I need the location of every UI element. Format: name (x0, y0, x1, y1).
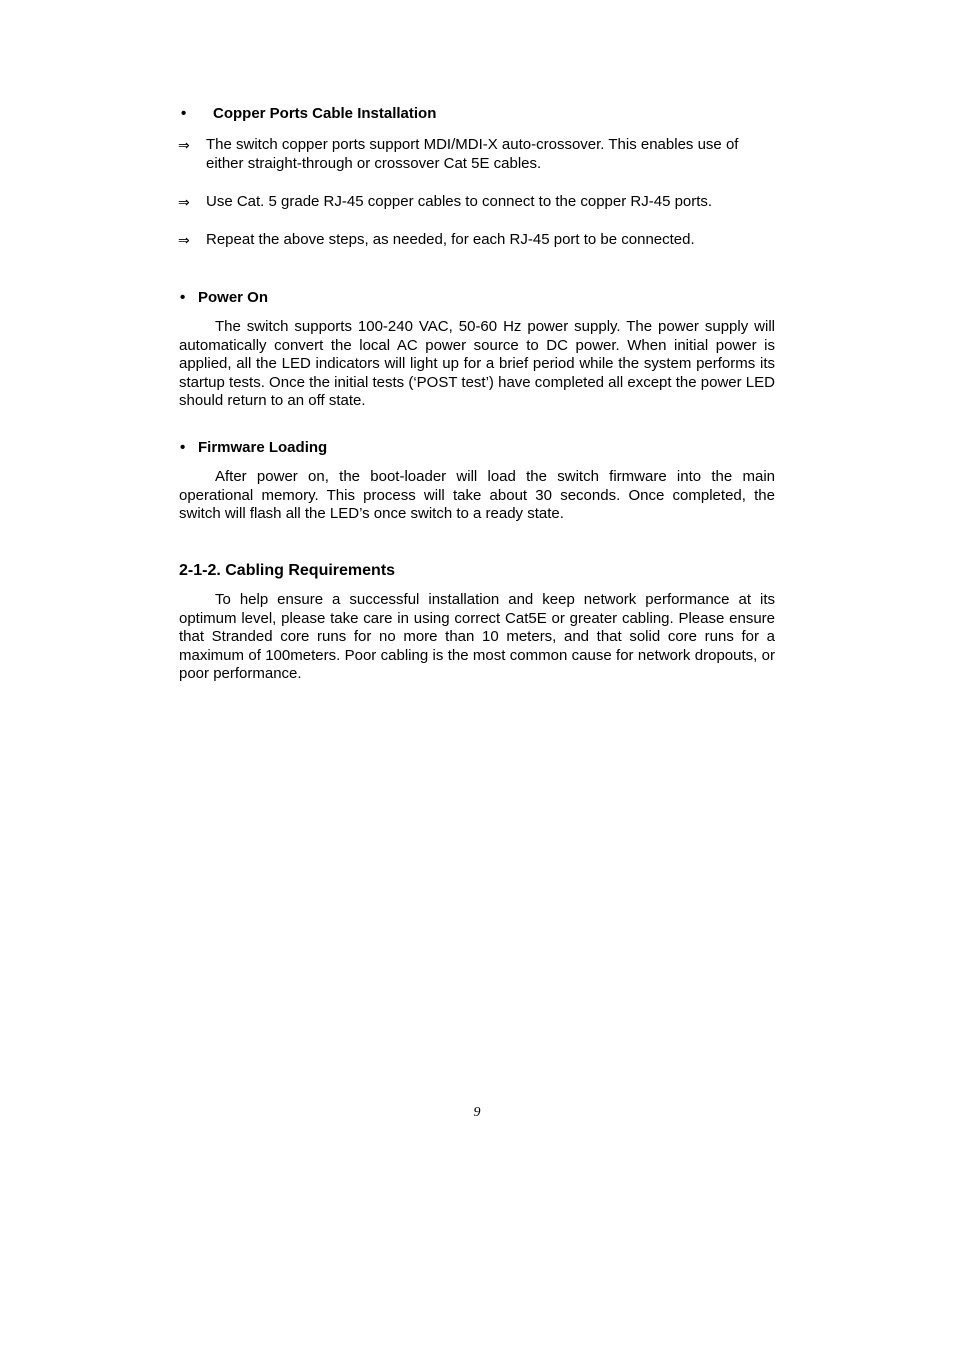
bullet-dot: • (180, 439, 186, 456)
power-on-paragraph: The switch supports 100-240 VAC, 50-60 Hz power supply. The power supply will automatically convert the local AC power source to DC power. When initial power is applied, all the LED indicators will light up for a brief period while the system performs its startup tests. Once the initial tests (‘POST test’) have completed all except the power LED should return to an off state. (179, 318, 775, 409)
arrow-icon: ⇒ (178, 195, 190, 211)
cabling-requirements-paragraph: To help ensure a successful installation and keep network performance at its optimum level, please take care in using correct Cat5E or greater cabling. Please ensure that Stranded core runs for no more than 10 meters, and that solid core runs for a maximum of 100meters. Poor cabling is the most common cause for network dropouts, or poor performance. (179, 591, 775, 682)
copper-item-2: Use Cat. 5 grade RJ-45 copper cables to connect to the copper RJ-45 ports. (206, 193, 713, 210)
cabling-requirements-title: 2-1-2. Cabling Requirements (179, 562, 396, 579)
copper-item-3: Repeat the above steps, as needed, for each RJ-45 port to be connected. (206, 231, 695, 248)
page-number: 9 (473, 1105, 481, 1120)
bullet-dot: • (180, 289, 186, 306)
firmware-loading-heading: Firmware Loading (198, 439, 328, 456)
arrow-icon: ⇒ (178, 233, 190, 249)
power-on-heading: Power On (198, 289, 269, 306)
arrow-icon: ⇒ (178, 138, 190, 154)
copper-ports-heading: Copper Ports Cable Installation (213, 105, 437, 122)
copper-item-1: The switch copper ports support MDI/MDI-X auto-crossover. This enables use of either straight-through or crossover Cat 5E cables. (206, 136, 739, 172)
firmware-loading-paragraph: After power on, the boot-loader will load the switch firmware into the main operational memory. This process will take about 30 seconds. Once completed, the switch will flash all the LED’s once switch to a ready state. (179, 468, 775, 522)
bullet-dot: • (181, 105, 187, 122)
